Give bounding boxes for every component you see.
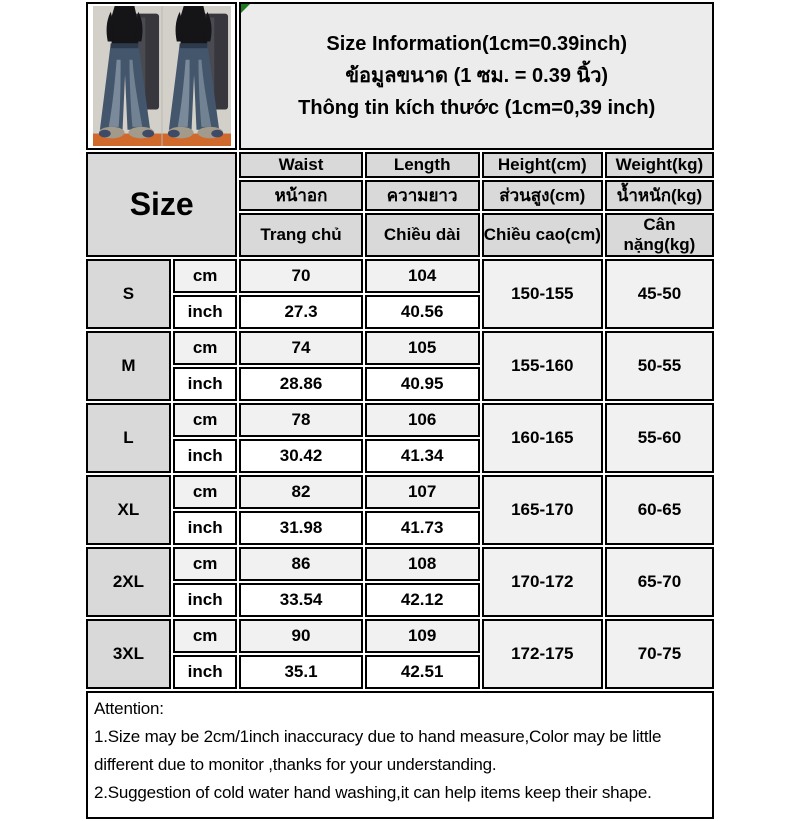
- title-cell: [239, 2, 714, 150]
- header-height-vi: Chiều cao(cm): [482, 213, 603, 257]
- unit-inch: inch: [173, 295, 238, 329]
- length-inch-2xl: 42.12: [365, 583, 480, 617]
- waist-inch-m: 28.86: [239, 367, 362, 401]
- title-vietnamese: Thông tin kích thước (1cm=0,39 inch): [298, 97, 656, 119]
- waist-cm-2xl: 86: [239, 547, 362, 581]
- size-chart-sheet: [84, 0, 716, 821]
- unit-cm: cm: [173, 619, 238, 653]
- length-inch-m: 40.95: [365, 367, 480, 401]
- height-range-xl: 165-170: [482, 475, 603, 545]
- header-weight-th: น้ำหนัก(kg): [605, 180, 714, 211]
- header-length-en: Length: [365, 152, 480, 178]
- height-range-m: 155-160: [482, 331, 603, 401]
- size-label-m: M: [86, 331, 171, 401]
- weight-range-2xl: 65-70: [605, 547, 714, 617]
- title-thai: ข้อมูลขนาด (1 ซม. = 0.39 นิ้ว): [345, 65, 609, 87]
- header-weight-en: Weight(kg): [605, 152, 714, 178]
- unit-cm: cm: [173, 475, 238, 509]
- waist-cm-s: 70: [239, 259, 362, 293]
- header-waist-en: Waist: [239, 152, 362, 178]
- header-waist-vi: Trang chủ: [239, 213, 362, 257]
- length-inch-xl: 41.73: [365, 511, 480, 545]
- unit-cm: cm: [173, 403, 238, 437]
- size-label-xl: XL: [86, 475, 171, 545]
- unit-inch: inch: [173, 583, 238, 617]
- length-inch-l: 41.34: [365, 439, 480, 473]
- height-range-3xl: 172-175: [482, 619, 603, 689]
- header-length-th: ความยาว: [365, 180, 480, 211]
- length-cm-s: 104: [365, 259, 480, 293]
- height-range-s: 150-155: [482, 259, 603, 329]
- weight-range-m: 50-55: [605, 331, 714, 401]
- size-label-2xl: 2XL: [86, 547, 171, 617]
- unit-inch: inch: [173, 511, 238, 545]
- waist-cm-xl: 82: [239, 475, 362, 509]
- size-column-title: Size: [86, 152, 237, 257]
- excel-error-triangle-icon: [241, 4, 250, 13]
- product-photo-cell: [86, 2, 237, 150]
- header-length-vi: Chiều dài: [365, 213, 480, 257]
- weight-range-s: 45-50: [605, 259, 714, 329]
- size-table: [84, 0, 716, 821]
- waist-cm-l: 78: [239, 403, 362, 437]
- waist-cm-m: 74: [239, 331, 362, 365]
- product-photo: [93, 6, 231, 146]
- weight-range-l: 55-60: [605, 403, 714, 473]
- waist-inch-3xl: 35.1: [239, 655, 362, 689]
- length-cm-2xl: 108: [365, 547, 480, 581]
- length-inch-s: 40.56: [365, 295, 480, 329]
- height-range-l: 160-165: [482, 403, 603, 473]
- length-cm-l: 106: [365, 403, 480, 437]
- header-height-en: Height(cm): [482, 152, 603, 178]
- title-english: Size Information(1cm=0.39inch): [326, 33, 628, 55]
- length-cm-xl: 107: [365, 475, 480, 509]
- waist-inch-s: 27.3: [239, 295, 362, 329]
- size-label-3xl: 3XL: [86, 619, 171, 689]
- attention-item-1: 1.Size may be 2cm/1inch inaccuracy due to hand measure,Color may be little different due to monitor ,thanks for your understanding.: [94, 727, 662, 774]
- length-inch-3xl: 42.51: [365, 655, 480, 689]
- weight-range-3xl: 70-75: [605, 619, 714, 689]
- jeans-photo-illustration: [93, 6, 231, 146]
- attention-heading: Attention:: [94, 699, 164, 718]
- unit-inch: inch: [173, 439, 238, 473]
- header-waist-th: หน้าอก: [239, 180, 362, 211]
- header-weight-vi: Cân nặng(kg): [605, 213, 714, 257]
- waist-inch-l: 30.42: [239, 439, 362, 473]
- length-cm-3xl: 109: [365, 619, 480, 653]
- waist-inch-xl: 31.98: [239, 511, 362, 545]
- waist-cm-3xl: 90: [239, 619, 362, 653]
- unit-inch: inch: [173, 655, 238, 689]
- unit-cm: cm: [173, 331, 238, 365]
- size-label-s: S: [86, 259, 171, 329]
- size-label-l: L: [86, 403, 171, 473]
- unit-cm: cm: [173, 259, 238, 293]
- attention-item-2: 2.Suggestion of cold water hand washing,it can help items keep their shape.: [94, 783, 652, 802]
- waist-inch-2xl: 33.54: [239, 583, 362, 617]
- weight-range-xl: 60-65: [605, 475, 714, 545]
- length-cm-m: 105: [365, 331, 480, 365]
- unit-inch: inch: [173, 367, 238, 401]
- height-range-2xl: 170-172: [482, 547, 603, 617]
- header-height-th: ส่วนสูง(cm): [482, 180, 603, 211]
- unit-cm: cm: [173, 547, 238, 581]
